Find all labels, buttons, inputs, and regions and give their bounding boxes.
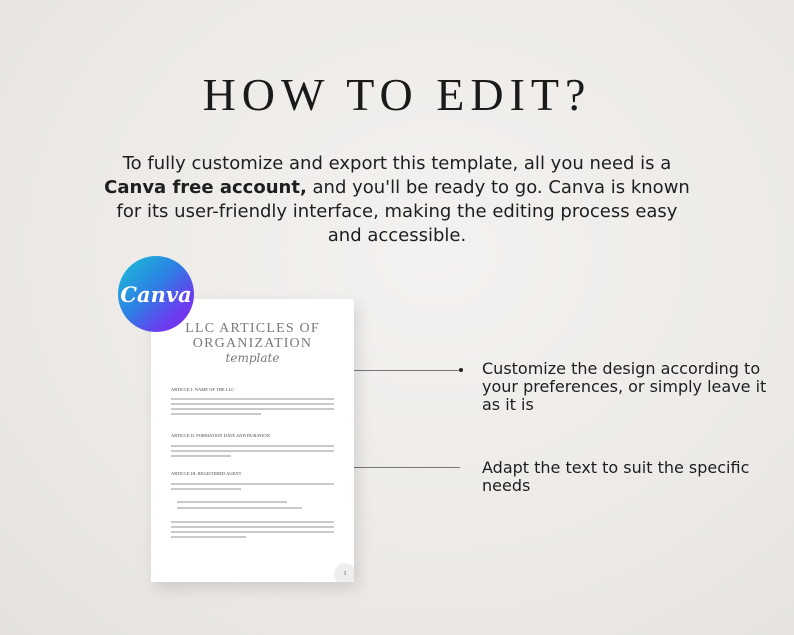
canva-logo-text: Canva bbox=[120, 281, 192, 307]
text-line bbox=[171, 483, 334, 485]
page-number-badge: 1 bbox=[334, 563, 354, 582]
text-line bbox=[171, 488, 241, 490]
callout-dot-1 bbox=[459, 368, 463, 372]
intro-line-3: for its user-friendly interface, making the editing process easy bbox=[116, 201, 678, 222]
text-line bbox=[171, 521, 334, 523]
text-line bbox=[171, 455, 231, 457]
text-line bbox=[171, 531, 334, 533]
article-2-heading: ARTICLE II: FORMATION DATE AND DURATION bbox=[171, 433, 270, 438]
text-line bbox=[171, 536, 246, 538]
text-line bbox=[171, 450, 334, 452]
text-line bbox=[171, 403, 334, 405]
intro-line-4: and accessible. bbox=[327, 225, 467, 246]
text-line bbox=[177, 507, 302, 509]
intro-line-1: To fully customize and export this template, all you need is a bbox=[122, 153, 672, 174]
text-line bbox=[171, 445, 334, 447]
intro-line-2: and you'll be ready to go. Canva is known bbox=[306, 177, 690, 198]
text-line bbox=[177, 501, 287, 503]
callout-adapt: Adapt the text to suit the specific needs bbox=[482, 458, 750, 495]
text-line bbox=[171, 526, 334, 528]
canva-logo bbox=[118, 256, 194, 332]
article-1-heading: ARTICLE I: NAME OF THE LLC bbox=[171, 387, 235, 392]
callout-customize: Customize the design according to your preferences, or simply leave it as it is bbox=[482, 359, 767, 414]
callout-line-2 bbox=[336, 467, 460, 468]
text-line bbox=[171, 413, 261, 415]
intro-bold-account: Canva free account, bbox=[104, 177, 307, 198]
document-script-subtitle: template bbox=[225, 351, 280, 365]
text-line bbox=[171, 398, 334, 400]
intro-paragraph bbox=[100, 152, 694, 248]
article-3-heading: ARTICLE III: REGISTERED AGENT bbox=[171, 471, 242, 476]
document-preview bbox=[151, 299, 354, 582]
document-title-line-1: LLC ARTICLES OF bbox=[185, 321, 320, 336]
text-line bbox=[171, 408, 334, 410]
page-title: HOW TO EDIT? bbox=[202, 69, 592, 120]
document-title-line-2: ORGANIZATION bbox=[192, 336, 313, 351]
